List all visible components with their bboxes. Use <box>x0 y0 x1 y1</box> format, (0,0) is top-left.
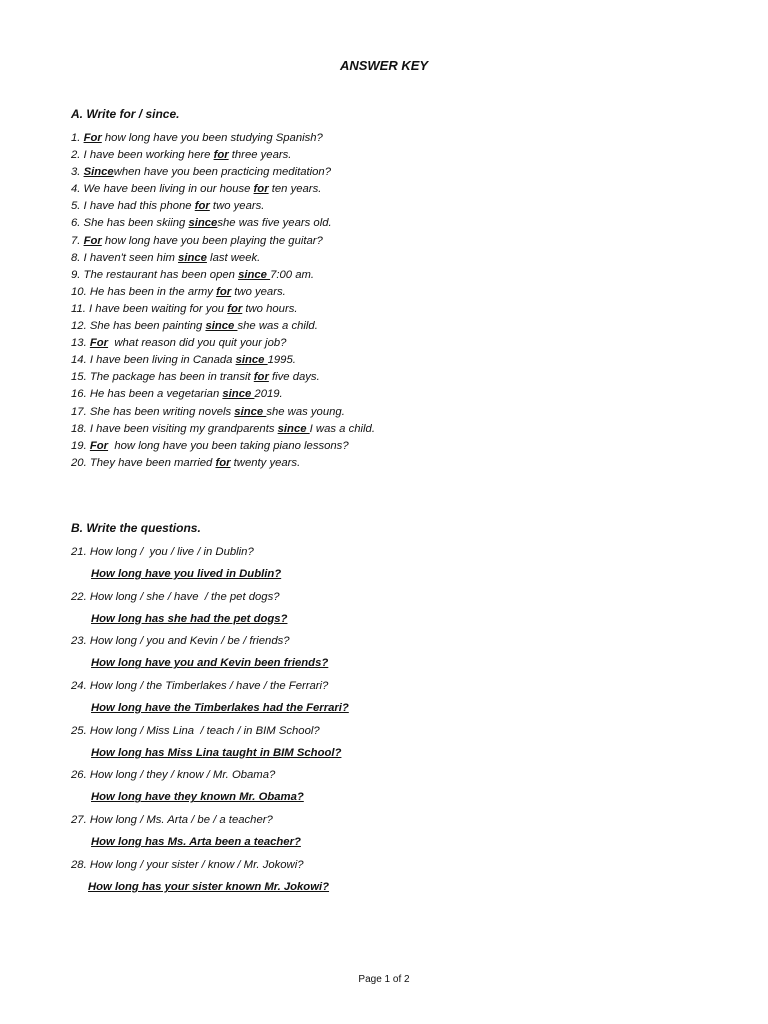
item-text: 1995. <box>267 354 296 367</box>
list-item <box>71 369 375 386</box>
list-item <box>71 352 375 369</box>
item-text: 2019. <box>254 388 283 401</box>
list-item <box>71 855 349 900</box>
item-number: 10. <box>71 285 87 298</box>
item-answer: For <box>89 439 109 452</box>
item-answer: since <box>188 217 218 230</box>
list-item <box>71 147 375 164</box>
list-item <box>71 250 375 267</box>
item-text: I have been living in Canada <box>86 354 236 367</box>
item-answer: for <box>253 371 269 384</box>
item-number: 13. <box>71 337 87 350</box>
item-text: She has been skiing <box>80 217 189 230</box>
question-prompt: 25. How long / Miss Lina / teach / in BIM School? <box>71 724 320 737</box>
list-item <box>71 301 375 318</box>
item-answer: for <box>253 183 269 196</box>
item-answer: since <box>235 354 268 367</box>
item-text: what reason did you quit your job? <box>108 337 287 350</box>
list-item <box>71 198 375 215</box>
item-text: 7:00 am. <box>270 268 315 281</box>
item-number: 20. <box>71 456 87 469</box>
item-answer: since <box>178 251 207 264</box>
list-item <box>71 810 349 855</box>
item-text: she was five years old. <box>217 217 332 230</box>
question-answer: How long has Ms. Arta been a teacher? <box>91 836 301 849</box>
question-prompt: 28. How long / your sister / know / Mr. Jokowi? <box>71 858 304 871</box>
item-text: how long have you been playing the guitar? <box>101 234 323 247</box>
item-text: I have been working here <box>80 149 214 162</box>
item-answer: for <box>215 456 231 469</box>
page-title: ANSWER KEY <box>339 58 429 73</box>
item-number: 7. <box>71 234 81 247</box>
question-prompt: 23. How long / you and Kevin / be / friends? <box>71 635 290 648</box>
item-number: 4. <box>71 183 81 196</box>
item-text: she was a child. <box>237 320 318 333</box>
item-answer: for <box>194 200 210 213</box>
question-prompt: 24. How long / the Timberlakes / have / the Ferrari? <box>71 680 329 693</box>
section-b-list <box>71 542 349 900</box>
question-answer: How long have you and Kevin been friends? <box>91 657 329 670</box>
item-text: ten years. <box>268 183 322 196</box>
list-item <box>71 164 375 181</box>
list-item <box>71 335 375 352</box>
list-item <box>71 587 349 632</box>
list-item <box>71 631 349 676</box>
question-answer: How long have the Timberlakes had the Ferrari? <box>91 702 349 715</box>
item-answer: For <box>83 132 102 144</box>
list-item <box>71 455 375 472</box>
item-text: They have been married <box>86 456 216 469</box>
item-number: 2. <box>71 149 81 162</box>
question-prompt: 27. How long / Ms. Arta / be / a teacher? <box>71 814 273 827</box>
list-item <box>71 438 375 455</box>
item-text: last week. <box>206 251 261 264</box>
list-item <box>71 284 375 301</box>
page-footer: Page 1 of 2 <box>358 974 410 985</box>
list-item <box>71 233 375 250</box>
item-number: 9. <box>71 268 81 281</box>
question-answer: How long has your sister known Mr. Jokowi? <box>88 880 330 893</box>
item-number: 6. <box>71 217 81 230</box>
question-answer: How long has Miss Lina taught in BIM School? <box>91 746 342 759</box>
item-answer: For <box>89 337 109 350</box>
list-item <box>71 721 349 766</box>
item-number: 12. <box>71 320 87 333</box>
item-number: 14. <box>71 354 87 367</box>
item-text: I have had this phone <box>80 200 195 213</box>
list-item <box>71 386 375 403</box>
item-number: 5. <box>71 200 81 213</box>
item-answer: for <box>213 149 229 162</box>
item-answer: since <box>277 422 310 435</box>
item-text: twenty years. <box>230 456 301 469</box>
question-answer: How long has she had the pet dogs? <box>91 612 288 625</box>
item-number: 1. <box>71 132 81 144</box>
list-item <box>71 421 375 438</box>
list-item <box>71 542 349 587</box>
list-item <box>71 181 375 198</box>
list-item <box>71 130 375 147</box>
item-text: I was a child. <box>309 422 375 435</box>
item-answer: since <box>238 268 271 281</box>
list-item <box>71 765 349 810</box>
question-answer: How long have you lived in Dublin? <box>91 568 282 580</box>
item-answer: since <box>222 388 255 401</box>
item-text: two years. <box>209 200 265 213</box>
item-answer: Since <box>83 166 114 179</box>
item-text: how long have you been studying Spanish? <box>101 132 323 144</box>
item-number: 19. <box>71 439 87 452</box>
item-number: 16. <box>71 388 87 401</box>
item-text: she was young. <box>266 405 345 418</box>
item-text: five days. <box>268 371 320 384</box>
item-text: I haven't seen him <box>80 251 179 264</box>
item-text: how long have you been taking piano lessons? <box>108 439 349 452</box>
item-text: I have been visiting my grandparents <box>86 422 278 435</box>
item-text: The restaurant has been open <box>80 268 239 281</box>
item-number: 18. <box>71 422 87 435</box>
item-text: when have you been practicing meditation? <box>113 166 331 179</box>
question-prompt: 21. How long / you / live / in Dublin? <box>71 546 254 558</box>
list-item <box>71 404 375 421</box>
item-text: She has been writing novels <box>86 405 235 418</box>
section-a-heading: A. Write for / since. <box>71 107 180 121</box>
question-prompt: 22. How long / she / have / the pet dogs? <box>71 590 280 603</box>
item-answer: For <box>83 234 102 247</box>
question-prompt: 26. How long / they / know / Mr. Obama? <box>71 769 276 782</box>
item-text: He has been a vegetarian <box>86 388 223 401</box>
item-text: The package has been in transit <box>86 371 254 384</box>
item-answer: since <box>205 320 238 333</box>
list-item <box>71 215 375 232</box>
item-answer: for <box>216 285 232 298</box>
item-answer: for <box>227 302 243 315</box>
item-number: 15. <box>71 371 87 384</box>
item-text: three years. <box>228 149 292 162</box>
section-a-list <box>71 130 375 472</box>
item-number: 11. <box>71 302 86 315</box>
question-answer: How long have they known Mr. Obama? <box>91 791 304 804</box>
item-number: 8. <box>71 251 81 264</box>
list-item <box>71 267 375 284</box>
item-text: We have been living in our house <box>80 183 254 196</box>
item-text: two hours. <box>242 302 298 315</box>
item-number: 3. <box>71 166 81 179</box>
item-text: She has been painting <box>86 320 206 333</box>
section-b-heading: B. Write the questions. <box>71 521 201 535</box>
list-item <box>71 318 375 335</box>
item-number: 17. <box>71 405 87 418</box>
item-text: two years. <box>231 285 286 298</box>
list-item <box>71 676 349 721</box>
item-answer: since <box>234 405 267 418</box>
item-text: He has been in the army <box>86 285 217 298</box>
item-text: I have been waiting for you <box>85 302 228 315</box>
